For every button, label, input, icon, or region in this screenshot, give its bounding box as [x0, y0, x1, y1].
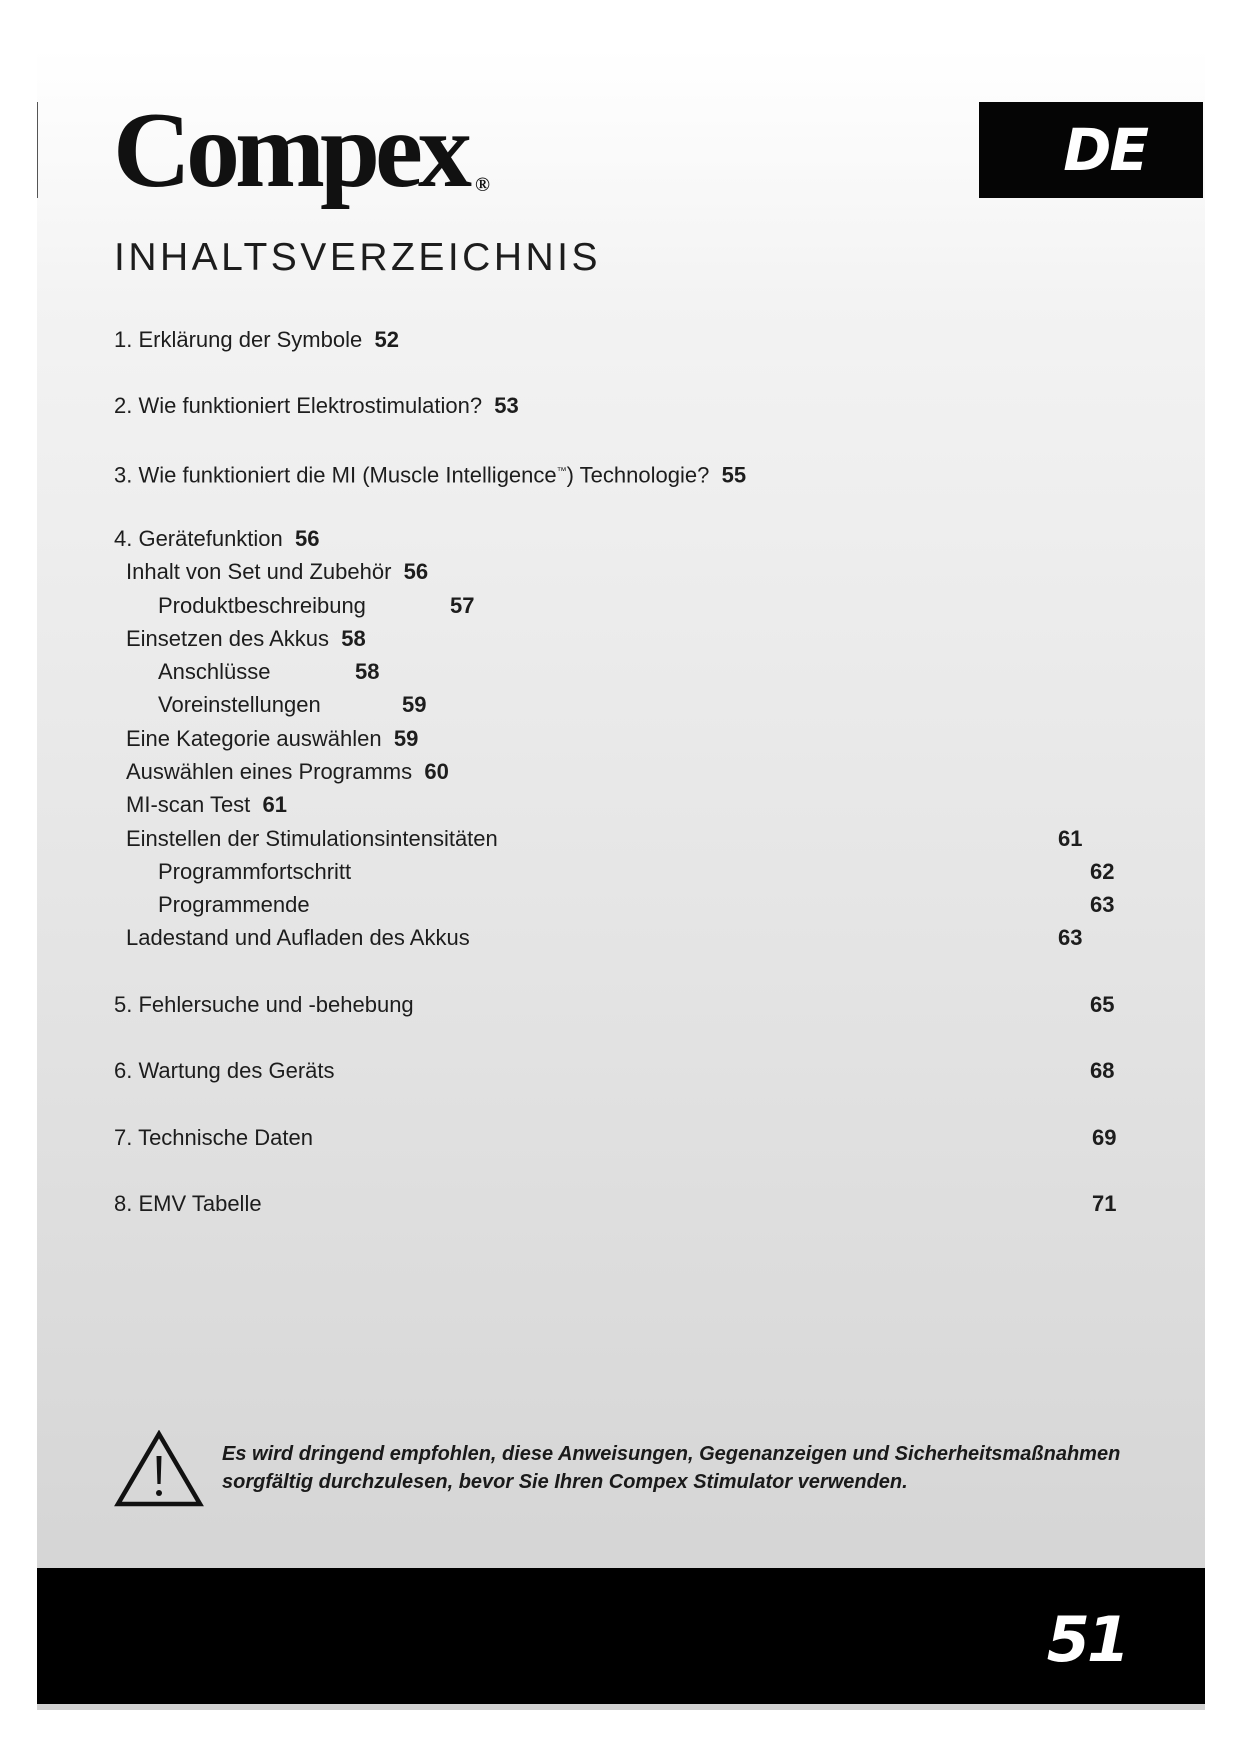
- toc-page-number: 63: [1090, 892, 1115, 917]
- toc-entry[interactable]: Programmfortschritt: [158, 859, 352, 884]
- toc-entry[interactable]: 7. Technische Daten: [114, 1125, 313, 1150]
- toc-page-number: 61: [1058, 826, 1083, 851]
- toc-entry[interactable]: MI-scan Test 61: [126, 792, 288, 817]
- toc-entry[interactable]: Voreinstellungen: [158, 692, 321, 717]
- toc-entry[interactable]: Inhalt von Set und Zubehör 56: [126, 559, 429, 584]
- toc-entry[interactable]: 2. Wie funktioniert Elektrostimulation? 53: [114, 393, 519, 418]
- page-number: 51: [1046, 1603, 1127, 1676]
- toc-page-number: 69: [1092, 1125, 1117, 1150]
- toc-page-number: 65: [1090, 992, 1115, 1017]
- page-title: INHALTSVERZEICHNIS: [114, 236, 602, 279]
- toc-page-number: 58: [355, 659, 380, 684]
- toc-entry[interactable]: 1. Erklärung der Symbole 52: [114, 327, 399, 352]
- toc-entry[interactable]: 3. Wie funktioniert die MI (Muscle Intelligence™) Technologie? 55: [114, 462, 747, 488]
- toc-entry[interactable]: 6. Wartung des Geräts: [114, 1058, 335, 1083]
- toc-entry[interactable]: 4. Gerätefunktion 56: [114, 526, 320, 551]
- toc-entry[interactable]: Einsetzen des Akkus 58: [126, 626, 366, 651]
- toc-entry[interactable]: Anschlüsse: [158, 659, 271, 684]
- toc-entry[interactable]: Programmende: [158, 892, 310, 917]
- toc-entry[interactable]: Auswählen eines Programms 60: [126, 759, 449, 784]
- footer-bar: [37, 1568, 1205, 1704]
- toc-page-number: 68: [1090, 1058, 1115, 1083]
- language-badge: DE: [979, 102, 1203, 198]
- toc-page-number: 63: [1058, 925, 1083, 950]
- toc-entry[interactable]: 5. Fehlersuche und -behebung: [114, 992, 414, 1017]
- toc-entry[interactable]: Ladestand und Aufladen des Akkus: [126, 925, 470, 950]
- margin-rule: [37, 102, 38, 198]
- toc-entry[interactable]: Produktbeschreibung: [158, 593, 366, 618]
- toc-entry[interactable]: Einstellen der Stimulationsintensitäten: [126, 826, 498, 851]
- toc-page-number: 71: [1092, 1191, 1117, 1216]
- toc-entry[interactable]: 8. EMV Tabelle: [114, 1191, 262, 1216]
- toc-entry[interactable]: Eine Kategorie auswählen 59: [126, 726, 419, 751]
- toc-page-number: 62: [1090, 859, 1115, 884]
- toc-page-number: 57: [450, 593, 475, 618]
- warning-triangle-icon: [114, 1430, 204, 1508]
- safety-warning-text: Es wird dringend empfohlen, diese Anweisungen, Gegenanzeigen und Sicherheitsmaßnahmen sorgfältig durchzulesen, bevor Sie Ihren Compex Stimulator verwenden.: [222, 1443, 1121, 1493]
- toc-page-number: 59: [402, 692, 427, 717]
- compex-logo: Compex ®: [113, 91, 490, 210]
